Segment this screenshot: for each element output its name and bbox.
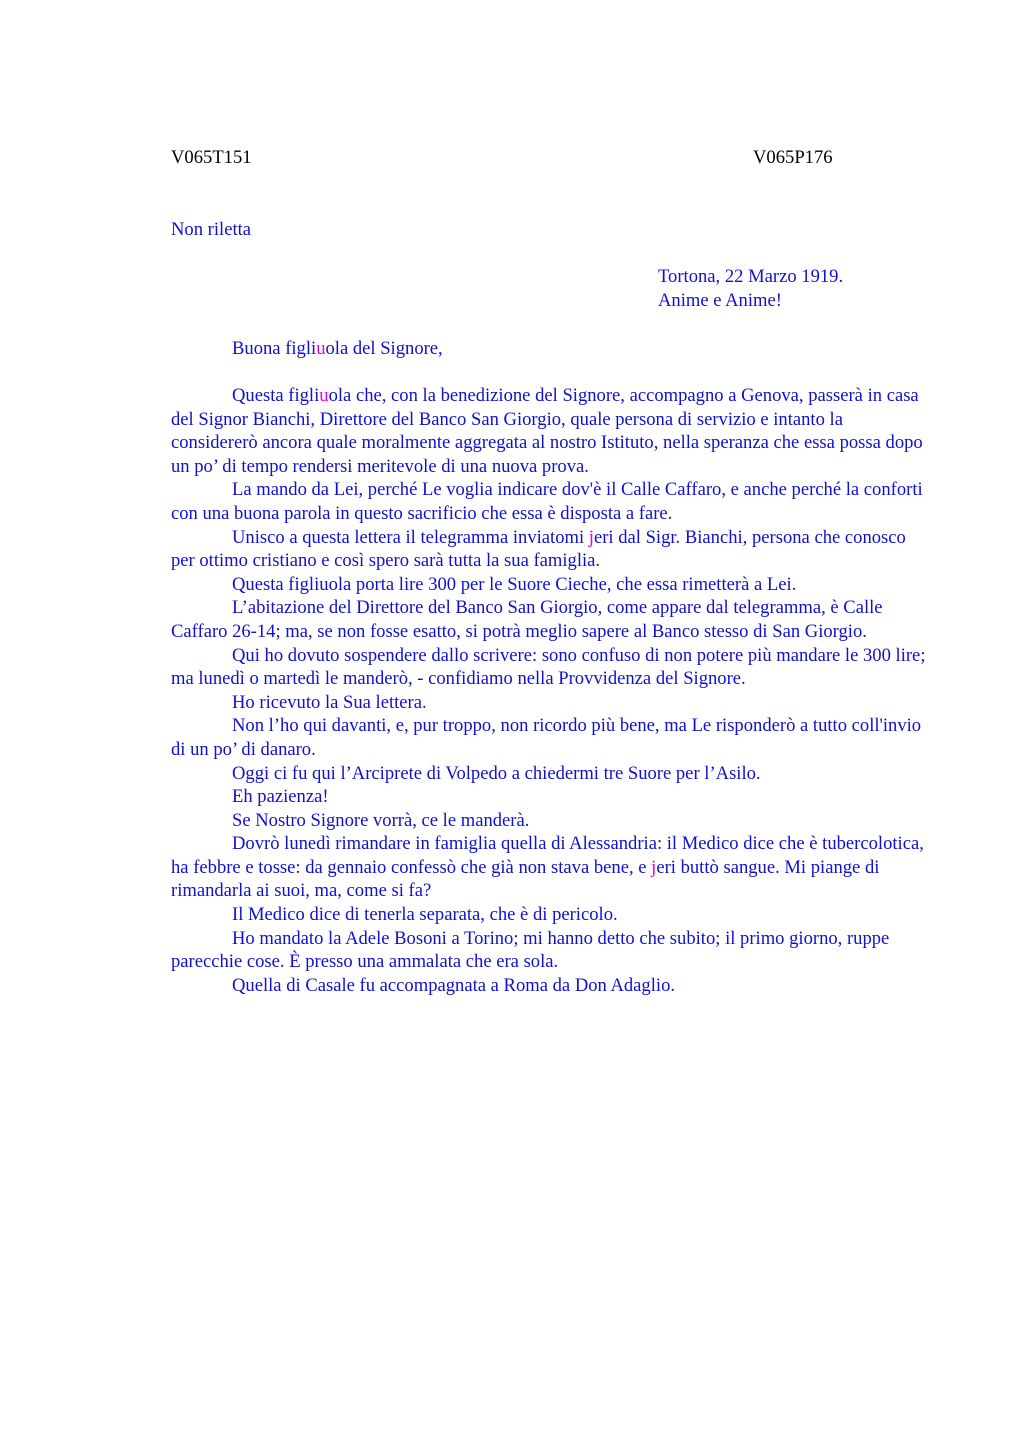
- review-status: Non riletta: [171, 219, 252, 240]
- paragraph-text: eri dal Sigr. Bianchi, persona che conosco per ottimo cristiano e così spero sarà tutta la sua famiglia.: [171, 526, 906, 572]
- paragraph: Ho ricevuto la Sua lettera.: [232, 691, 427, 713]
- highlighted-letter: j: [651, 856, 657, 878]
- paragraph: La mando da Lei, perché Le voglia indicare dov'è il Calle Caffaro, e anche perché la conforti con una buona parola in questo sacrificio che essa è disposta a fare.: [171, 479, 923, 524]
- motto: Anime e Anime!: [658, 289, 782, 311]
- paragraph-text: Questa figli: [232, 385, 320, 406]
- paragraph: [171, 384, 931, 478]
- paragraph-text: eri buttò sangue. Mi piange di rimandarla ai suoi, ma, come si fa?: [171, 856, 880, 902]
- paragraph-text: Dovrò lunedì rimandare in famiglia quella di Alessandria: il Medico dice che è tubercolotica, ha febbre e tosse: da gennaio confessò che già non stava bene, e: [171, 833, 924, 878]
- salutation-text: Buona figli: [232, 338, 317, 359]
- paragraph: Eh pazienza!: [232, 786, 329, 808]
- paragraph-text: ola che, con la benedizione del Signore, accompagno a Genova, passerà in casa del Signor Bianchi, Direttore del Banco San Giorgio, quale persona di servizio e intanto la considererò ancora quale moralmente aggregata al nostro Istituto, nella speranza che essa possa dopo un po’ di tempo rendersi meritevole di una nuova prova.: [171, 385, 923, 477]
- paragraph: Questa figliuola porta lire 300 per le Suore Cieche, che essa rimetterà a Lei.: [232, 573, 797, 595]
- document-code-right: V065P176: [753, 147, 833, 168]
- paragraph-text: Unisco a questa lettera il telegramma inviatomi: [232, 526, 589, 548]
- salutation: [232, 337, 443, 361]
- highlighted-letter: u: [316, 338, 326, 359]
- paragraph: [171, 832, 931, 903]
- paragraph: Qui ho dovuto sospendere dallo scrivere: sono confuso di non potere più mandare le 300 lire; ma lunedì o martedì le manderò, - confidiamo nella Provvidenza del Signore.: [171, 644, 926, 690]
- paragraph: Quella di Casale fu accompagnata a Roma da Don Adaglio.: [232, 974, 676, 996]
- letter-body: [171, 384, 931, 997]
- salutation-text: ola del Signore,: [325, 338, 443, 359]
- paragraph: L’abitazione del Direttore del Banco San Giorgio, come appare dal telegramma, è Calle Caffaro 26-14; ma, se non fosse esatto, si potrà meglio sapere al Banco stesso di San Giorgio.: [171, 597, 883, 642]
- paragraph: Oggi ci fu qui l’Arciprete di Volpedo a chiedermi tre Suore per l’Asilo.: [232, 762, 761, 784]
- paragraph: Ho mandato la Adele Bosoni a Torino; mi hanno detto che subito; il primo giorno, ruppe parecchie cose. È presso una ammalata che era sola.: [171, 927, 890, 973]
- document-code-left: V065T151: [171, 147, 252, 168]
- paragraph: Se Nostro Signore vorrà, ce le manderà.: [232, 809, 530, 831]
- highlighted-letter: u: [319, 385, 329, 406]
- dateline: [658, 265, 843, 312]
- highlighted-letter: j: [588, 526, 594, 548]
- paragraph: Non l’ho qui davanti, e, pur troppo, non ricordo più bene, ma Le risponderò a tutto coll'invio di un po’ di danaro.: [171, 715, 922, 760]
- paragraph: Il Medico dice di tenerla separata, che è di pericolo.: [232, 904, 618, 926]
- paragraph: [171, 526, 931, 573]
- place-date: Tortona, 22 Marzo 1919.: [658, 266, 844, 287]
